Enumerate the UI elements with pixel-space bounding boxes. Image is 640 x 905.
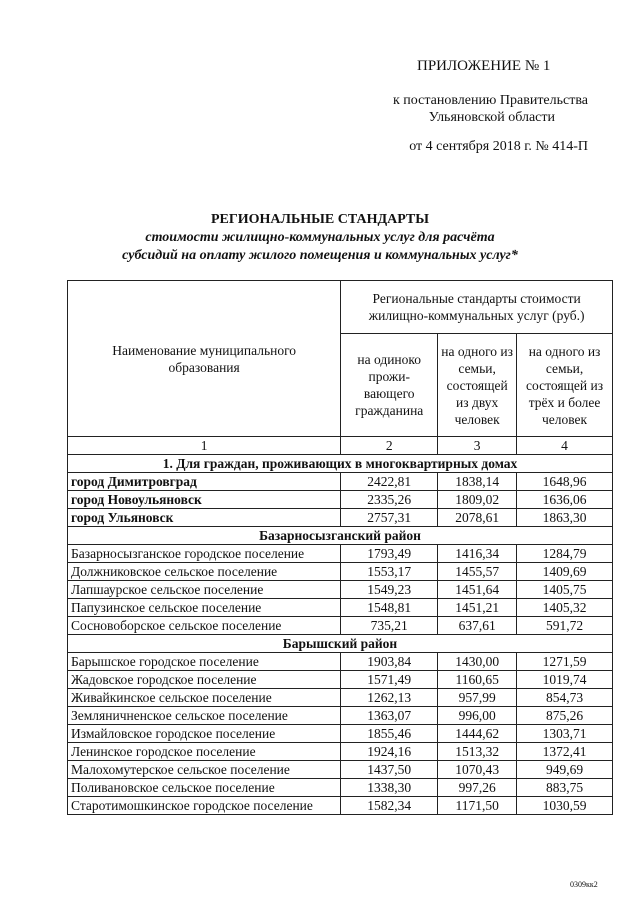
standard-value: 1019,74 bbox=[517, 671, 613, 689]
table-row bbox=[68, 689, 613, 707]
table-row bbox=[68, 599, 613, 617]
appendix-label: ПРИЛОЖЕНИЕ № 1 bbox=[417, 58, 551, 74]
municipality-name: Сосновоборское сельское поселение bbox=[68, 617, 341, 635]
standards-table bbox=[67, 280, 613, 815]
standard-value: 1271,59 bbox=[517, 653, 613, 671]
standard-value: 1553,17 bbox=[341, 563, 438, 581]
municipality-name: Старотимошкинское городское поселение bbox=[68, 797, 341, 815]
municipality-name: Земляничненское сельское поселение bbox=[68, 707, 341, 725]
standard-value: 1549,23 bbox=[341, 581, 438, 599]
doc-subtitle-1: стоимости жилищно-коммунальных услуг для расчёта bbox=[145, 230, 495, 245]
standard-value: 1405,32 bbox=[517, 599, 613, 617]
standard-value: 1648,96 bbox=[517, 473, 613, 491]
standard-value: 1455,57 bbox=[438, 563, 517, 581]
standard-value: 1409,69 bbox=[517, 563, 613, 581]
doc-title: РЕГИОНАЛЬНЫЕ СТАНДАРТЫ bbox=[210, 212, 430, 227]
col-num: 2 bbox=[341, 437, 438, 455]
municipality-name: Барышское городское поселение bbox=[68, 653, 341, 671]
table-row bbox=[68, 725, 613, 743]
section-title: 1. Для граждан, проживающих в многоквартирных домах bbox=[68, 455, 613, 473]
standard-value: 1451,21 bbox=[438, 599, 517, 617]
municipality-name: город Ульяновск bbox=[68, 509, 341, 527]
municipality-name: Малохомутерское сельское поселение bbox=[68, 761, 341, 779]
standard-value: 1262,13 bbox=[341, 689, 438, 707]
municipality-name: Живайкинское сельское поселение bbox=[68, 689, 341, 707]
table-row bbox=[68, 473, 613, 491]
table-row bbox=[68, 779, 613, 797]
standard-value: 1582,34 bbox=[341, 797, 438, 815]
date-line: от 4 сентября 2018 г. № 414-П bbox=[409, 139, 588, 154]
standard-value: 854,73 bbox=[517, 689, 613, 707]
standard-value: 1070,43 bbox=[438, 761, 517, 779]
standard-value: 2757,31 bbox=[341, 509, 438, 527]
table-row bbox=[68, 617, 613, 635]
standard-value: 1855,46 bbox=[341, 725, 438, 743]
standard-value: 1809,02 bbox=[438, 491, 517, 509]
table-row bbox=[68, 653, 613, 671]
col-num: 3 bbox=[438, 437, 517, 455]
municipality-name: Базарносызганское городское поселение bbox=[68, 545, 341, 563]
section-row bbox=[68, 455, 613, 473]
standard-value: 1405,75 bbox=[517, 581, 613, 599]
standard-value: 591,72 bbox=[517, 617, 613, 635]
standard-value: 1030,59 bbox=[517, 797, 613, 815]
header-col2: на одиноко прожи-вающего гражданина bbox=[341, 334, 438, 437]
standard-value: 735,21 bbox=[341, 617, 438, 635]
doc-subtitle-2: субсидий на оплату жилого помещения и коммунальных услуг* bbox=[122, 248, 518, 263]
header-col4: на одного из семьи, состоящей из трёх и более человек bbox=[517, 334, 613, 437]
section-row bbox=[68, 527, 613, 545]
standard-value: 1284,79 bbox=[517, 545, 613, 563]
table-row bbox=[68, 707, 613, 725]
municipality-name: город Новоульяновск bbox=[68, 491, 341, 509]
table-row bbox=[68, 563, 613, 581]
standard-value: 1416,34 bbox=[438, 545, 517, 563]
table-row bbox=[68, 545, 613, 563]
section-row bbox=[68, 635, 613, 653]
header-col3: на одного из семьи, состоящей из двух человек bbox=[438, 334, 517, 437]
municipality-name: Жадовское городское поселение bbox=[68, 671, 341, 689]
standard-value: 1372,41 bbox=[517, 743, 613, 761]
standard-value: 1171,50 bbox=[438, 797, 517, 815]
table-row bbox=[68, 743, 613, 761]
municipality-name: Ленинское городское поселение bbox=[68, 743, 341, 761]
header-group: Региональные стандарты стоимости жилищно-коммунальных услуг (руб.) bbox=[341, 281, 613, 334]
standard-value: 1513,32 bbox=[438, 743, 517, 761]
section-title: Барышский район bbox=[68, 635, 613, 653]
standard-value: 637,61 bbox=[438, 617, 517, 635]
standard-value: 1903,84 bbox=[341, 653, 438, 671]
municipality-name: Должниковское сельское поселение bbox=[68, 563, 341, 581]
resolution-line: к постановлению Правительства bbox=[392, 93, 588, 108]
col-num: 1 bbox=[68, 437, 341, 455]
standard-value: 1363,07 bbox=[341, 707, 438, 725]
standard-value: 1838,14 bbox=[438, 473, 517, 491]
standard-value: 2422,81 bbox=[341, 473, 438, 491]
table-row bbox=[68, 797, 613, 815]
table-row bbox=[68, 509, 613, 527]
header-name: Наименование муниципального образования bbox=[68, 281, 341, 437]
col-num: 4 bbox=[517, 437, 613, 455]
municipality-name: Измайловское городское поселение bbox=[68, 725, 341, 743]
standard-value: 997,26 bbox=[438, 779, 517, 797]
standard-value: 1548,81 bbox=[341, 599, 438, 617]
standard-value: 1636,06 bbox=[517, 491, 613, 509]
municipality-name: Лапшаурское сельское поселение bbox=[68, 581, 341, 599]
section-title: Базарносызганский район bbox=[68, 527, 613, 545]
standard-value: 1338,30 bbox=[341, 779, 438, 797]
standard-value: 2078,61 bbox=[438, 509, 517, 527]
standard-value: 1444,62 bbox=[438, 725, 517, 743]
standard-value: 2335,26 bbox=[341, 491, 438, 509]
standard-value: 1437,50 bbox=[341, 761, 438, 779]
region-line: Ульяновской области bbox=[428, 110, 555, 125]
municipality-name: город Димитровград bbox=[68, 473, 341, 491]
standard-value: 1303,71 bbox=[517, 725, 613, 743]
municipality-name: Папузинское сельское поселение bbox=[68, 599, 341, 617]
standard-value: 875,26 bbox=[517, 707, 613, 725]
standard-value: 996,00 bbox=[438, 707, 517, 725]
standard-value: 883,75 bbox=[517, 779, 613, 797]
standard-value: 949,69 bbox=[517, 761, 613, 779]
table-row bbox=[68, 581, 613, 599]
standard-value: 1793,49 bbox=[341, 545, 438, 563]
footer-code: 0309кк2 bbox=[570, 880, 598, 889]
standard-value: 1160,65 bbox=[438, 671, 517, 689]
standard-value: 1430,00 bbox=[438, 653, 517, 671]
table-row bbox=[68, 491, 613, 509]
standard-value: 1451,64 bbox=[438, 581, 517, 599]
standard-value: 957,99 bbox=[438, 689, 517, 707]
standard-value: 1924,16 bbox=[341, 743, 438, 761]
standard-value: 1863,30 bbox=[517, 509, 613, 527]
municipality-name: Поливановское сельское поселение bbox=[68, 779, 341, 797]
standard-value: 1571,49 bbox=[341, 671, 438, 689]
table-row bbox=[68, 671, 613, 689]
table-row bbox=[68, 761, 613, 779]
